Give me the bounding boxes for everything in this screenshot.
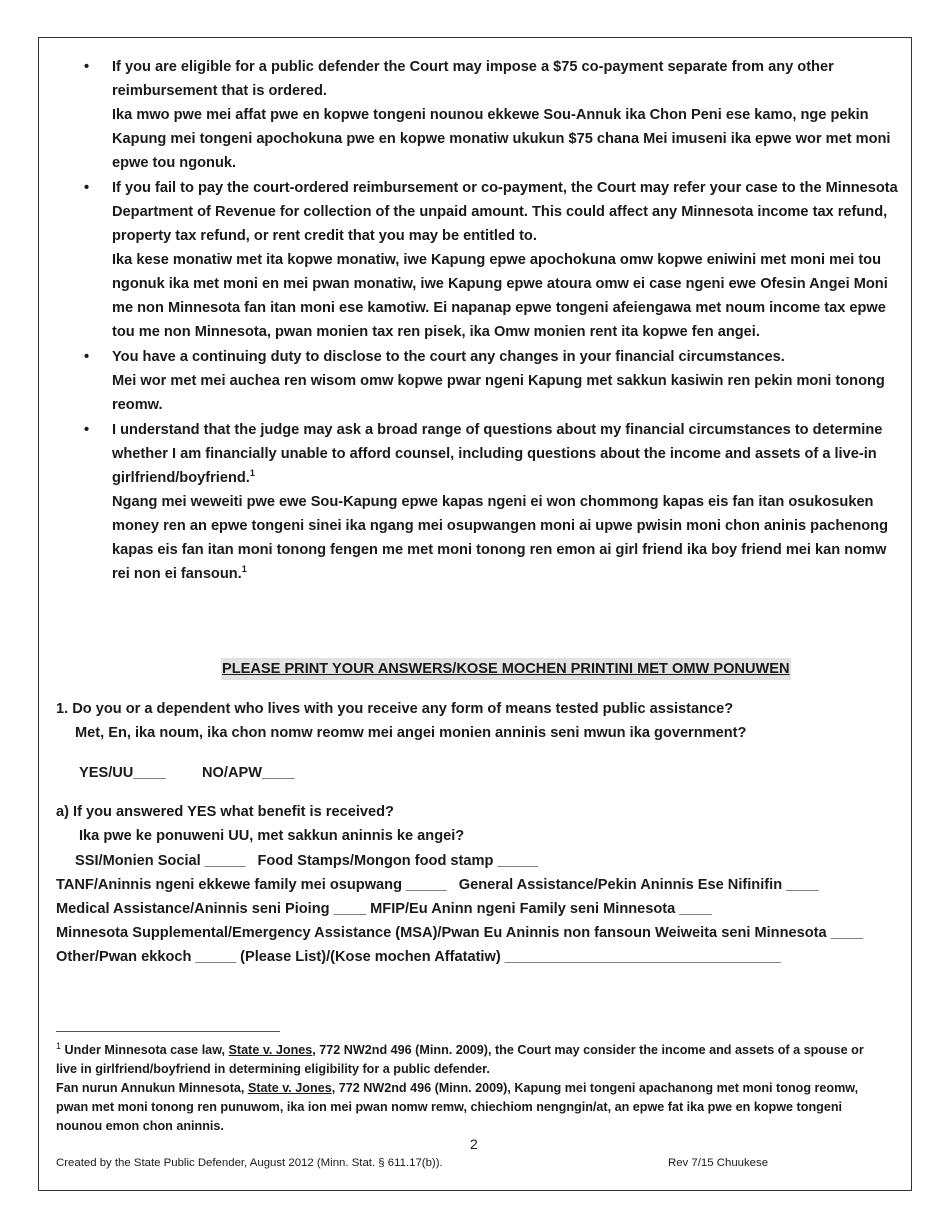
no-answer-field[interactable]: NO/APW____ [202, 765, 295, 781]
created-by: Created by the State Public Defender, August 2012 (Minn. Stat. § 611.17(b)). [56, 1157, 443, 1169]
revision: Rev 7/15 Chuukese [668, 1157, 769, 1169]
rights-list [84, 55, 899, 587]
bullet-icon: • [84, 59, 90, 75]
benefit-line-medical-mfip[interactable]: Medical Assistance/Aninnis seni Pioing ____ MFIP/Eu Aninn ngeni Family seni Minnesota ____ [56, 901, 712, 917]
footnote-marker: 1 [249, 468, 255, 479]
question-1-english: 1. Do you or a dependent who lives with you receive any form of means tested public assistance? [56, 701, 734, 717]
question-1-chuukese: Met, En, ika noum, ika chon nomw reomw mei angei monien anninis seni mwun ika government? [75, 725, 747, 741]
benefit-line-other[interactable]: Other/Pwan ekkoch _____ (Please List)/(Kose mochen Affatatiw) __________________________________ [56, 949, 781, 965]
bullet-english: You have a continuing duty to disclose to the court any changes in your financial circumstances. [112, 349, 785, 365]
bullet-icon: • [84, 180, 90, 196]
benefit-line-ssi-food-stamps[interactable]: SSI/Monien Social _____ Food Stamps/Mongon food stamp _____ [75, 853, 539, 869]
bullet-icon: • [84, 422, 90, 438]
yes-answer-field[interactable]: YES/UU____ [79, 765, 166, 781]
bullet-chuukese: Ika kese monatiw met ita kopwe monatiw, iwe Kapung epwe apochokuna omw kopwe eniwini met moni mei tou ngonuk ika met moni en mei pwan monatiw, iwe Kapung epwe atoura omw ei case ngeni ewe Ofesin Angei Moni me non Minnesota fan itan moni ese kamotiw. Ei napanap epwe tongeni afeiengawa met noum income tax epwe tou me non Minnesota, pwan monien tax ren pisek, ika Omw monien rent ita kopwe fen angei. [112, 252, 888, 340]
bullet-english: I understand that the judge may ask a broad range of questions about my financial circumstances to determine whether I am financially unable to afford counsel, including questions about the income and assets of a live-in girlfriend/boyfriend.$^1$ [112, 422, 883, 486]
benefit-line-tanf-general[interactable]: TANF/Aninnis ngeni ekkewe family mei osupwang _____ General Assistance/Pekin Aninnis Ese Nifinifin ____ [56, 877, 819, 893]
footnote-english: $^1$ Under Minnesota case law, State v. Jones, 772 NW2nd 496 (Minn. 2009), the Court may consider the income and assets of a spouse or live in girlfriend/boyfriend in determining eligibility for a public defender. [56, 1040, 864, 1076]
list-item [84, 176, 899, 344]
bullet-chuukese: Mei wor met mei auchea ren wisom omw kopwe pwar ngeni Kapung met sakkun kasiwin ren pekin moni tonong reomw. [112, 373, 885, 413]
page-number: 2 [470, 1136, 478, 1152]
list-item [84, 345, 899, 417]
benefit-line-msa[interactable]: Minnesota Supplemental/Emergency Assistance (MSA)/Pwan Eu Aninnis non fansoun Weiweita seni Minnesota ____ [56, 925, 864, 941]
question-a-english: a) If you answered YES what benefit is received? [56, 804, 394, 820]
bullet-icon: • [84, 349, 90, 365]
footnote [56, 1041, 886, 1136]
question-a-chuukese: Ika pwe ke ponuweni UU, met sakkun aninnis ke angei? [79, 828, 465, 844]
bullet-chuukese: Ngang mei weweiti pwe ewe Sou-Kapung epwe kapas ngeni ei won chommong kapas eis fan itan osukosuken money ren an epwe tongeni sinei ika ngang mei osupwangen moni ai upwe pwisin moni chon aninis pachenong kapas eis fan itan moni tonong fengen me met moni tonong ren emon ai girl friend ika boy friend mei kan nomw rei non ei fansoun.$^1$ [112, 494, 889, 582]
list-item [84, 55, 899, 175]
list-item [84, 418, 899, 586]
case-citation: State v. Jones [228, 1043, 313, 1057]
footnote-marker: 1 [241, 564, 247, 575]
bullet-english: If you are eligible for a public defender the Court may impose a $75 co-payment separate from any other reimbursement that is ordered. [112, 59, 834, 99]
bullet-chuukese: Ika mwo pwe mei affat pwe en kopwe tongeni nounou ekkewe Sou-Annuk ika Chon Peni ese kamo, nge pekin Kapung mei tongeni apochokuna pwe en kopwe monatiw ukukun $75 chana Mei imuseni ika epwe wor met moni epwe tou ngonuk. [112, 107, 891, 171]
bullet-english: If you fail to pay the court-ordered reimbursement or co-payment, the Court may refer your case to the Minnesota Department of Revenue for collection of the unpaid amount. This could affect any Minnesota income tax refund, property tax refund, or rent credit that you may be entitled to. [112, 180, 898, 244]
footnote-divider [56, 1031, 280, 1032]
case-citation: State v. Jones [247, 1081, 332, 1095]
section-heading: PLEASE PRINT YOUR ANSWERS/KOSE MOCHEN PRINTINI MET OMW PONUWEN [221, 658, 791, 680]
footnote-chuukese: Fan nurun Annukun Minnesota, State v. Jones, 772 NW2nd 496 (Minn. 2009), Kapung mei tongeni apachanong met moni tonog reomw, pwan met moni tonong ren punuwom, ika ion mei pwan nomw remw, chiechiom nengngin/at, an epwe fat ika pwe en kopwe tongeni nounou emon chon aninnis. [56, 1081, 859, 1133]
